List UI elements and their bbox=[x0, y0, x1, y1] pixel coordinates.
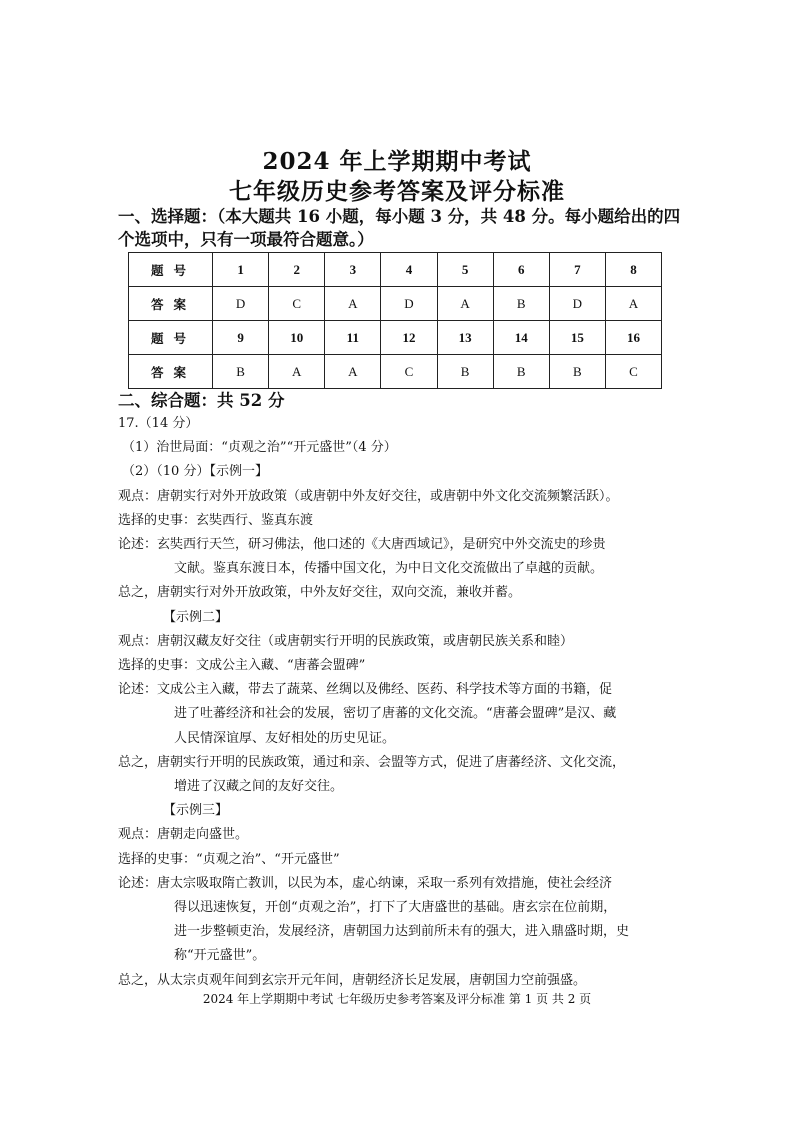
section-one-line-1: 一、选择题：（本大题共 16 小题，每小题 3 分，共 48 分。每小题给出的四 bbox=[118, 207, 681, 226]
section-two-heading: 二、综合题：共 52 分 bbox=[118, 391, 285, 410]
question-number: 1 bbox=[213, 253, 269, 287]
answer-line: 观点：唐朝走向盛世。 bbox=[118, 827, 249, 843]
section-one-heading bbox=[118, 205, 681, 251]
answer-cell: B bbox=[213, 355, 269, 389]
question-number: 7 bbox=[549, 253, 605, 287]
question-number: 13 bbox=[437, 321, 493, 355]
answer-line: 进了吐蕃经济和社会的发展，密切了唐蕃的文化交流。“唐蕃会盟碑”是汉、藏 bbox=[174, 706, 617, 722]
answer-cell: A bbox=[269, 355, 325, 389]
table-row bbox=[129, 253, 662, 287]
answer-line: （1）治世局面：“贞观之治”“开元盛世”（4 分） bbox=[122, 440, 397, 456]
answer-cell: D bbox=[381, 287, 437, 321]
answer-cell: B bbox=[493, 287, 549, 321]
answer-line: 论述：玄奘西行天竺，研习佛法，他口述的《大唐西域记》，是研究中外交流史的珍贵 bbox=[118, 537, 606, 553]
answer-cell: B bbox=[493, 355, 549, 389]
question-number: 4 bbox=[381, 253, 437, 287]
answer-cell: A bbox=[325, 355, 381, 389]
question-score: 17.（14 分） bbox=[118, 416, 199, 431]
answer-key-title: 七年级历史参考答案及评分标准 bbox=[229, 178, 565, 205]
answer-line: 人民情深谊厚、友好相处的历史见证。 bbox=[174, 730, 396, 746]
answer-cell: A bbox=[605, 287, 661, 321]
answer-line: 称“开元盛世”。 bbox=[174, 948, 266, 964]
answer-cell: C bbox=[269, 287, 325, 321]
question-number: 6 bbox=[493, 253, 549, 287]
answer-cell: B bbox=[437, 355, 493, 389]
answer-line: 选择的史事：“贞观之治”、“开元盛世” bbox=[118, 851, 340, 867]
question-17-answer bbox=[118, 412, 678, 993]
answer-line: 得以迅速恢复，开创“贞观之治”，打下了大唐盛世的基础。唐玄宗在位前期， bbox=[174, 900, 617, 916]
answer-table bbox=[128, 252, 662, 389]
question-number: 14 bbox=[493, 321, 549, 355]
answer-label: 答案 bbox=[129, 355, 213, 389]
answer-line: 选择的史事：玄奘西行、鉴真东渡 bbox=[118, 512, 314, 528]
answer-cell: D bbox=[549, 287, 605, 321]
question-number: 15 bbox=[549, 321, 605, 355]
answer-line: 观点：唐朝实行对外开放政策（或唐朝中外友好交往，或唐朝中外文化交流频繁活跃）。 bbox=[118, 488, 619, 504]
question-number: 16 bbox=[605, 321, 661, 355]
question-number: 9 bbox=[213, 321, 269, 355]
answer-line: 增进了汉藏之间的友好交往。 bbox=[174, 779, 344, 795]
question-number: 2 bbox=[269, 253, 325, 287]
question-number-label: 题号 bbox=[129, 321, 213, 355]
answer-line: 文献。鉴真东渡日本，传播中国文化，为中日文化交流做出了卓越的贡献。 bbox=[174, 561, 604, 577]
question-number: 8 bbox=[605, 253, 661, 287]
answer-line: 论述：文成公主入藏，带去了蔬菜、丝绸以及佛经、医药、科学技术等方面的书籍，促 bbox=[118, 682, 613, 698]
exam-title: 2024 年上学期期中考试 bbox=[262, 148, 532, 175]
answer-line: 进一步整顿吏治，发展经济，唐朝国力达到前所未有的强大，进入鼎盛时期，史 bbox=[174, 924, 630, 940]
question-number: 3 bbox=[325, 253, 381, 287]
answer-line: （2）（10 分）【示例一】 bbox=[122, 464, 268, 480]
answer-cell: A bbox=[437, 287, 493, 321]
table-row bbox=[129, 355, 662, 389]
question-number: 12 bbox=[381, 321, 437, 355]
answer-cell: D bbox=[213, 287, 269, 321]
answer-line: 总之，唐朝实行对外开放政策，中外友好交往，双向交流，兼收并蓄。 bbox=[118, 585, 522, 601]
answer-line: 论述：唐太宗吸取隋亡教训，以民为本，虚心纳谏，采取一系列有效措施，使社会经济 bbox=[118, 875, 613, 891]
section-one-line-2: 个选项中，只有一项最符合题意。） bbox=[118, 230, 374, 249]
answer-line: 总之，唐朝实行开明的民族政策，通过和亲、会盟等方式，促进了唐蕃经济、文化交流， bbox=[118, 754, 626, 770]
question-number-label: 题号 bbox=[129, 253, 213, 287]
example-heading: 【示例二】 bbox=[163, 609, 229, 625]
table-row bbox=[129, 321, 662, 355]
question-number: 11 bbox=[325, 321, 381, 355]
answer-cell: A bbox=[325, 287, 381, 321]
table-row bbox=[129, 287, 662, 321]
answer-cell: B bbox=[549, 355, 605, 389]
page-footer: 2024 年上学期期中考试 七年级历史参考答案及评分标准 第 1 页 共 2 页 bbox=[202, 992, 592, 1006]
answer-line: 总之，从太宗贞观年间到玄宗开元年间，唐朝经济长足发展，唐朝国力空前强盛。 bbox=[118, 972, 587, 988]
question-number: 5 bbox=[437, 253, 493, 287]
example-heading: 【示例三】 bbox=[163, 803, 229, 819]
answer-line: 观点：唐朝汉藏友好交往（或唐朝实行开明的民族政策，或唐朝民族关系和睦） bbox=[118, 633, 574, 649]
answer-line: 选择的史事：文成公主入藏、“唐蕃会盟碑” bbox=[118, 658, 366, 674]
answer-cell: C bbox=[605, 355, 661, 389]
answer-cell: C bbox=[381, 355, 437, 389]
question-number: 10 bbox=[269, 321, 325, 355]
answer-label: 答案 bbox=[129, 287, 213, 321]
